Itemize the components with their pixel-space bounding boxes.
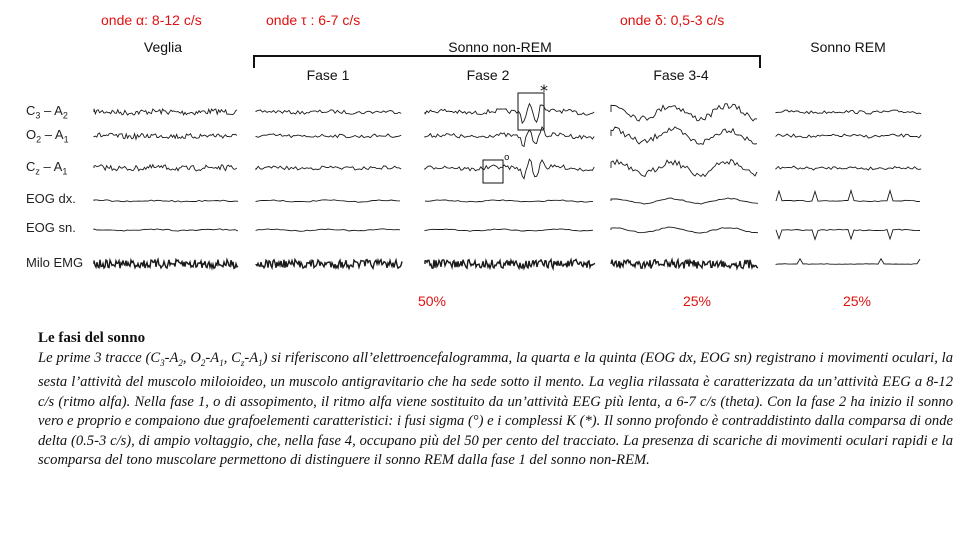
trace-milo-emg-fase1 (256, 260, 402, 269)
trace-eog-sn-fase1 (256, 229, 400, 232)
column-title-nonrem: Sonno non-REM (448, 39, 552, 55)
trace-o2-a1-rem (776, 134, 921, 138)
trace-cz-a1-fase34 (611, 159, 757, 176)
percentage-light-nonrem: 50% (417, 293, 447, 309)
nonrem-bracket (254, 56, 760, 68)
sigma-spindle-mark: o (504, 153, 510, 163)
trace-o2-a1-fase1 (256, 134, 401, 138)
row-label-eog-sn: EOG sn. (26, 220, 76, 235)
trace-eog-sn-wake (94, 229, 238, 231)
trace-c3-a2-rem (776, 110, 921, 114)
row-label-o2-a1: $O_2 - A_1$ (26, 127, 69, 145)
trace-eog-sn-fase2 (425, 229, 593, 231)
trace-eog-dx-fase34 (611, 198, 758, 204)
trace-milo-emg-fase34 (611, 260, 758, 269)
trace-eog-dx-rem (776, 191, 920, 202)
percentage-deep-nonrem: 25% (682, 293, 712, 309)
trace-o2-a1-fase2 (425, 127, 594, 146)
trace-milo-emg-wake (94, 260, 238, 269)
trace-eog-sn-fase34 (611, 227, 758, 233)
caption-title: Le fasi del sonno (38, 330, 146, 346)
row-label-milo-emg: Milo EMG (26, 255, 84, 270)
caption-body: Le prime 3 tracce ($C_3-A_2$, $O_2-A_1$, $C_z-A_1$) si riferiscono all’elettroencefalogramma, la quarta e la quinta (EOG dx, EOG sn) registrano i movimenti oculari, la sesta l’attività del muscolo miloioideo, un muscolo antigravitario che ha sede sotto il mento. La veglia rilassata è caratterizzata da un’attività EEG a 8-12 c/s (ritmo alfa). Nella fase 1, o di assopimento, il ritmo alfa viene sostituito da un’attività EEG più lenta, a 6-7 c/s (theta). Con la fase 2 ha inizio il sonno vero e proprio e compaiono due grafoelementi caratteristici: i fusi sigma (°) e i complessi K (*). Il sonno profondo è contraddistinto dalla comparsa di onde delta (0.5-3 c/s), di ampio voltaggio, che, nella fase 4, occupano più del 50 per cento del tracciato. La presenza di scariche di movimenti oculari rapidi e la scomparsa del tono muscolare permettono di distinguere il sonno REM dalla fase 1 del sonno non-REM. (38, 350, 953, 469)
percentage-rem: 25% (842, 293, 872, 309)
phase-title-2: Fase 2 (466, 67, 510, 83)
row-label-c3-a2: $C_3 - A_2$ (26, 103, 68, 121)
trace-eog-sn-rem (776, 229, 920, 239)
trace-o2-a1-fase34 (611, 127, 757, 144)
delta-wave-note: onde δ: 0,5-3 c/s (620, 12, 725, 28)
trace-cz-a1-fase2 (425, 159, 594, 179)
trace-o2-a1-wake (94, 133, 237, 139)
trace-eog-dx-fase1 (256, 200, 400, 203)
caption (38, 330, 953, 471)
phase-title-3-4: Fase 3-4 (653, 67, 709, 83)
phase-title-1: Fase 1 (306, 67, 350, 83)
row-label-eog-dx: EOG dx. (26, 191, 76, 206)
column-title-rem: Sonno REM (810, 39, 886, 55)
trace-cz-a1-rem (776, 166, 921, 170)
trace-c3-a2-wake (94, 109, 237, 115)
trace-milo-emg-rem (776, 259, 920, 265)
trace-c3-a2-fase34 (611, 104, 757, 121)
theta-wave-note: onde τ : 6-7 c/s (266, 12, 361, 28)
trace-eog-dx-wake (94, 200, 238, 202)
trace-milo-emg-fase2 (425, 260, 595, 269)
sigma-spindle-box (483, 160, 503, 183)
row-label-cz-a1: $C_z - A_1$ (26, 159, 68, 177)
trace-cz-a1-fase1 (256, 166, 401, 170)
trace-c3-a2-fase2 (425, 104, 594, 123)
trace-c3-a2-fase1 (256, 110, 401, 114)
alpha-wave-note: onde α: 8-12 c/s (101, 12, 202, 28)
trace-eog-dx-fase2 (425, 200, 593, 202)
k-complex-mark: * (540, 81, 548, 100)
column-title-wake: Veglia (143, 39, 183, 55)
trace-cz-a1-wake (94, 165, 237, 171)
